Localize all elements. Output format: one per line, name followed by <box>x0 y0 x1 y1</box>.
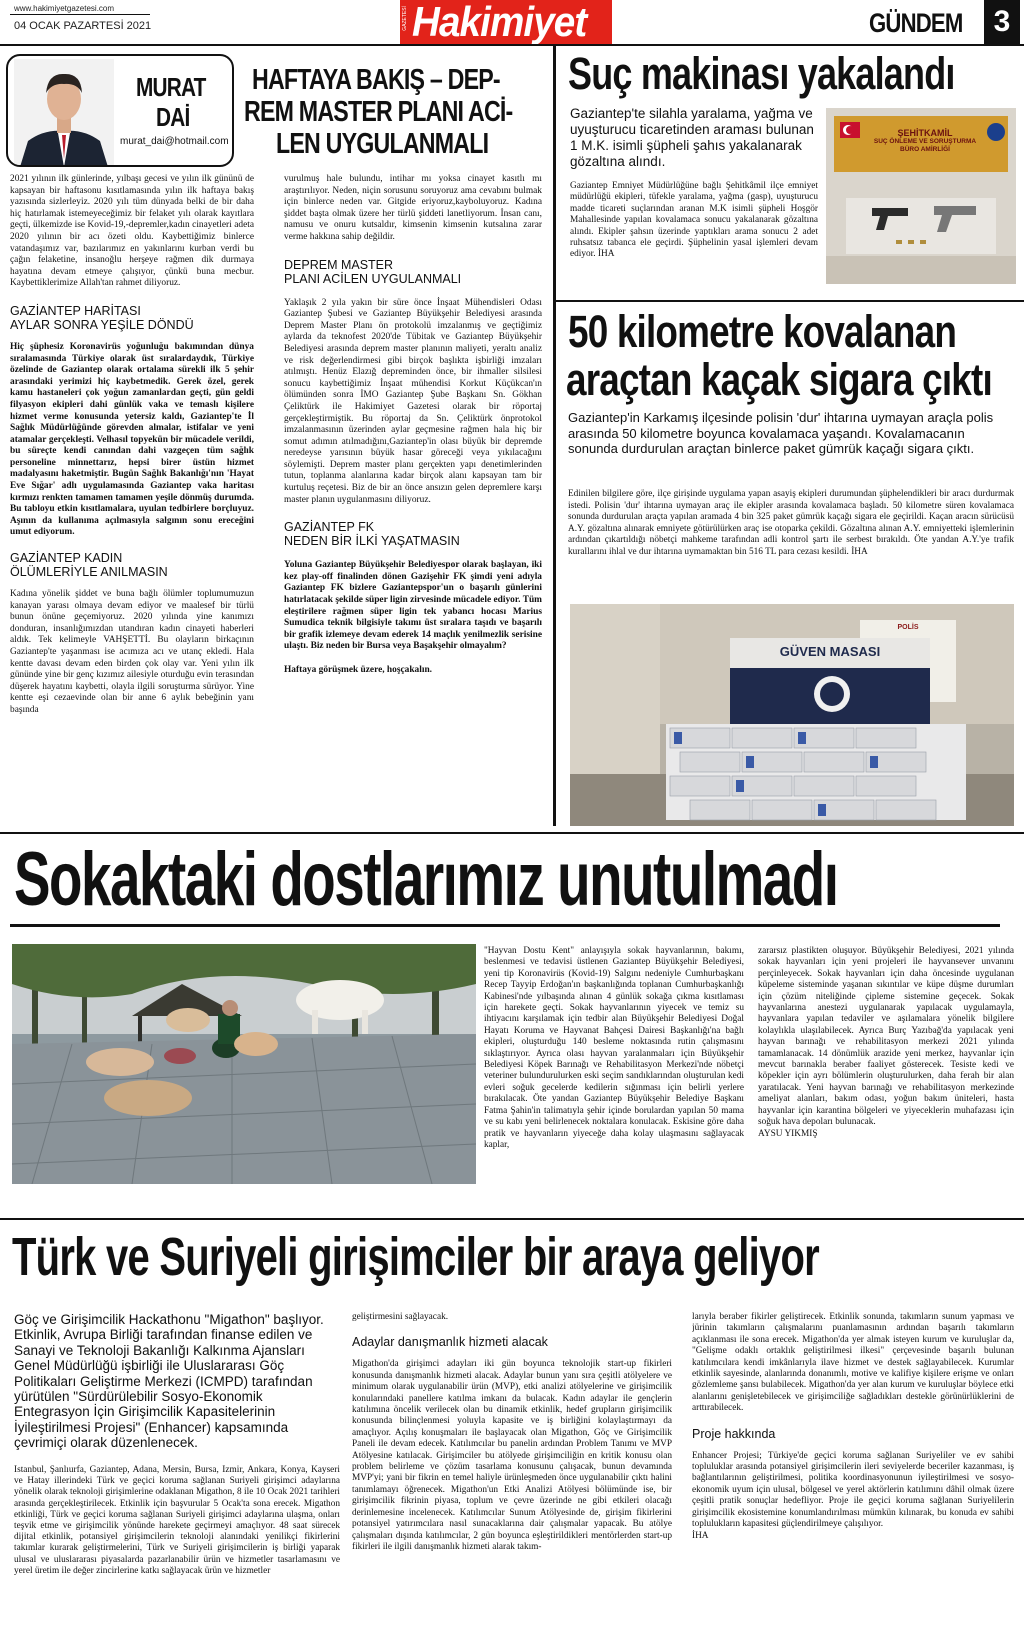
column-title-line-1: HAFTAYA BAKIŞ – DEP- <box>252 64 500 96</box>
sokak-col1: "Hayvan Dostu Kent" anlayışıyla sokak hayvanlarının, bakımı, beslenmesi ve tedavisi üstlenen Gaziantep Büyükşehir Belediyesi, yeni tip Koronavirüs (Kovid-19) Salgını nedeniyle Cumhurbaşkanı Recep Tayyip Erdoğan'ın başkanlığında toplanan Cumhurbaşkanlığı Kabinesi'nde yılbaşında alınan 4 günlük sokağa çıkma kısıtlaması için harekete geçti. Sokak hayvanlarının yiyecek ve temiz su ihtiyacını karşılamak için tedbir alan Büyükşehir Belediyesi Doğal Hayatı Koruma ve Hayvanat Bahçesi Dairesi Başkanlığı'na bağlı ekipleri, oluşturduğu 140 besleme noktasında rutin çalışmasını sıklaştırıyor. Ayrıca olası hayvan yaralanmaları için Büyükşehir Belediyesi Köpek Barınağı ve Rehabilitasyon Merkezi'nde nöbetçi veteriner bulundurulurken eski seçim sandıklarından oluşturulan kedi evleri soğuk gecelerde kedilerin sığınması için belirli yerlere bırakılacak. Öte yandan Gaziantep Büyükşehir Belediye Başkanı Fatma Şahin'in talimatıyla şehir içinde borulardan yapılan 50 mama ve su kabı yeni belirlenecek noktalara konulacak. Eskisine göre daha pratik ve hayvanların yiyeceğe daha kolay ulaşmasını sağlayacak kaplar, <box>484 946 744 1150</box>
column-haritasi-text: Hiç şüphesiz Koronavirüs yoğunluğu bakımından dünya sıralamasında Türkiye olarak üst sıralardaydık, Türkiye özelinde de Gaziantep olarak ortalama sürekli ilk 5 şehir arasındaki yerimizi hiç kaybetmedik. Gerek özel, gerek kamu hastaneleri çok yoğun zamanlardan geçti, gün geldi filyasyon ekipleri dahi günlük vaka ve temaslı kişilere hizmet verme konusunda yetersiz kaldı, Gaziantep'te İl Sağlık Müdürlüğünde görevden almalar, istifalar ve yeni atamalar gerçekleşti. Velhasıl topyekün bir mücadele verildi, bu süreçte kendi canından dahi vazgeçen tüm sağlık personeline minnettarız, hepsi birer üstün hizmet madalyasını haketmiştir. Bugün Sağlık Bakanlığı'nın 'Hayat Eve Sığar' adlı uygulamasında Gaziantep vaka haritası kırmızı renkten tamamen tamamen yeşile dönmüş durumda. Bu tabloyu etkin kısıtlamalara, uyulan tedbirlere borçluyuz. Aşının da kullanıma açılmasıyla salgının sonu ereceğini umut ediyorum. <box>10 341 254 538</box>
column-kadin-text: Kadına yönelik şiddet ve buna bağlı ölümler toplumumuzun kanayan yarası olmaya devam ediyor ve maalesef bir türlü bunun önüne geçemiyoruz. 2020 yılında yine kanımızı donduran, insanlığımızdan utandıran kadın cinayeti haberleri aldık. Tek kelimeyle VAHŞETTİ. Bu olayların birkaçının Gaziantep'te yaşanması ise acımıza acı ve utanç ekledi. Hala kentte davası devam eden birden çok olay var. Yeni yılın ilk gününde yine bir genç kızımız ailesiyle oturduğu evin terasından düşerek hayatını kaybetti, olayla ilgili soruşturma sürüyor. Yine kentte eşi cezaevinde olan bir anne 6 aylık bebeğinin yanı başında <box>10 589 254 715</box>
author-email[interactable]: murat_dai@hotmail.com <box>120 136 229 147</box>
girisim-col2 <box>352 1312 672 1623</box>
girisim-subhead-danismanlik: Adaylar danışmanlık hizmeti alacak <box>352 1335 548 1350</box>
girisim-col1: İstanbul, Şanlıurfa, Gaziantep, Adana, Mersin, Bursa, İzmir, Ankara, Konya, Kayseri ve Hatay illerindeki Türk ve geçici koruma sağlanan Suriyeli girişimci adaylarına yönelik olarak teknoloji girişimlerine odaklanan Migathon, 8 ile 10 Ocak 2021 tarihleri arasında gerçekleştirilecek. Etkinlik için başvurular 5 Ocak'ta sona erecek. Migathon etkinliği, Türk ve geçici koruma sağlanan Suriyeli girişimci adaylarına ulaşma, onları teşvik etme ve girişimcilik yönünde harekete geçirmeyi amaçlıyor. 48 saat sürecek dijital etkinlik, potansiyel girişimcilerin teknoloji alanındaki yenilikçi fikirlerini takımlar kurarak geliştirmelerini, Türk ve Suriyeli girişimcilerin iş birliği yaparak ulusal ve uluslararası piyasalarda pazarlanabilir ürün ve hizmetler tasarlamasını ve yerel üretim ile değer zincirlerine katkı sağlayacak ürün ve hizmetler <box>14 1465 340 1576</box>
girisim-headline: Türk ve Suriyeli girişimciler bir araya geliyor <box>12 1227 820 1287</box>
column-kadin-continued: vurulmuş hale bulundu, intihar mı yoksa cinayet kasıtlı mı araştırılıyor. Neden, niçin sorusunu soruyoruz ama cevabını bulmak için binlerce neden var. Gitgide eriyoruz,kayboluyoruz. Kadına şiddet başta olmak üzere her türlü şiddeti lanetliyorum. İnsan canı, namusu ve onuru kutsaldır, kimsenin kimsenin kutsalına zarar verme hakkına sahip değildir. <box>284 174 542 242</box>
website-url[interactable]: www.hakimiyetgazetesi.com <box>14 4 115 13</box>
girisim-credit: İHA <box>692 1530 709 1541</box>
column-intro: 2021 yılının ilk günlerinde, yılbaşı gecesi ve yılın ilk gününü de kapsayan bir haftasonu kısıtlamasında yılın ilk haftaya bakış yazısında sizlerleyiz. 2020 yılı tüm dünyada belki de bir daha hiç hatırlamak istemeyeceğimiz bir felaket yılı olarak kayıtlara geçti, ülkemizde ise Kovid-19,-depremler,kadın cinayetleri adeta 2020 yılının bir acı özeti oldu. Kaybettiğimiz binlerce vatandaşımız var, bazılarımız en yakınlarını kurban verdi bu çağın felaketine, insanoğlu herşeye rağmen dik durmaya hayatına devam etmeye çalışıyor, çünkü buna mecbur. Kaybettiklerimize Allah'tan rahmet diliyoruz. <box>10 174 254 289</box>
suc-lead: Gaziantep'te silahla yaralama, yağma ve uyuşturucu ticaretinden araması bulunan 1 M.K. isimli şüpheli şahıs yakalanarak gözaltına alındı. <box>570 106 814 169</box>
column-subhead-deprem: DEPREM MASTER PLANI ACİLEN UYGULANMALI <box>284 257 462 286</box>
column-signoff: Haftaya görüşmek üzere, hoşçakalın. <box>284 665 432 675</box>
sokak-headline: Sokaktaki dostlarımız unutulmadı <box>14 837 838 922</box>
girisim-proje-text: Enhancer Projesi; Türkiye'de geçici koruma sağlanan Suriyeliler ve ev sahibi topluluklar arasında potansiyel girişimcilerin ileri seviyelerde beceriler kazanması, iş bağlantılarının geliştirilmesi, politika koordinasyonunun iyileştirilmesi ve sosyo-ekonomik uyum için ulusal, bölgesel ve yerel aktörlerin katılımını dâhil olmak üzere çeşitli pratik sonuçlar hedefliyor. Proje ile geçici koruma sağlanan Suriyelilerin girişimcilik ekosistemine konumlandırılması mümkün kılınarak, bu konuda ev sahibi toplulukların kapasitesi güçlendirilmeye çalışılıyor. <box>692 1450 1014 1530</box>
author-last-name: DAİ <box>156 102 190 132</box>
girisim-lead: Göç ve Girişimcilik Hackathonu "Migathon" başlıyor. Etkinlik, Avrupa Birliği tarafından finanse edilen ve Sanayi ve Teknoloji Bakanlığı Kalkınma Ajansları Genel Müdürlüğü işbirliği ile Uluslararası Göç Politikaları Geliştirme Merkezi (ICMPD) tarafından yürütülen "Sürdürülebilir Sosyo-Ekonomik Entegrasyon İçin Girişimcilik Kapasitelerinin İyileştirilmesi Projesi" (Enhancer) kapsamında çevrimiçi olarak düzenlenecek. <box>14 1312 324 1451</box>
masthead-logo <box>400 0 612 44</box>
column-deprem-text: Yaklaşık 2 yıla yakın bir süre önce İnşaat Mühendisleri Odası Gaziantep Şubesi ve Gaziantep Büyükşehir Belediyesi arasında Deprem Master Planı ön protokolü imzalanmış ve geçtiğimiz aylarda da teknofest 2020'de Tübitak ve Gaziantep Büyükşehir Belediyesi arasında deprem master planının maliyeti, yeraltı analiz ve risk değerlendirmesi gibi birçok başlıkta işbirliği imzaları atılmıştı. Henüz Elazığ depreminden önce, bir ihmaller silsilesi sonucu kaybettiğimiz İnşaat mühendisi Korkut Küçükcan'ın ölümünden sonra İMO Gaziantep Şube Başkanı Sn. Gökhan Çeliktürk ile Hakimiyet Gazetesi olarak bir röportaj gerçekleştirmiştik. Bu röportaj da Sn. Çeliktürk önprotokol imzalanmasının üzerinden aylar geçmesine rağmen hala hiç bir somut adımın atılmadığını,Gaziantep'in olası büyük bir depremde neredeyse yarısının büyük hasar göreceği veya yıkılacağını söylemişti. Deprem master planı gerçekten yapı denetimlerinden tutun, toplanma alanlarına kadar birçok alanı kapsayan tam bir kurtuluş reçetesi. Biz de bir an önce ansızın gelen depremlere karşı master planın uygulanmasını diliyoruz. <box>284 297 542 505</box>
column-title-line-3: LEN UYGULANMALI <box>276 128 489 160</box>
logo-text: Hakimiyet <box>412 0 587 44</box>
sokak-byline: AYSU YIKMIŞ <box>758 1128 818 1139</box>
sokak-photo <box>12 944 476 1184</box>
suc-headline: Suç makinası yakalandı <box>568 48 955 99</box>
sigara-photo <box>570 604 1014 826</box>
column-gaziantepfk-text: Yoluna Gaziantep Büyükşehir Belediyespor olarak başlayan, iki kez play-off finalinden dönen Gazişehir FK şimdi yeni adıyla Gaziantep FK bizlere Gaziantepspor'un o başarılı günlerini hatırlatacak şekilde süper ligin zirvesinde mücadele ediyor. Tüm eleştirilere rağmen süper ligin tek yabancı hocası Marius Sumudica teknik bilgisiyle takımı üst sıralara taşıdı ve başarılı bir grafik izlemeye devam ederek 14 maçlık yenilmezlik serisine ulaştı. Biz neden bir Bursa veya Başakşehir olmayalım? <box>284 560 542 652</box>
page-number: 3 <box>993 5 1011 38</box>
sigara-lead: Gaziantep'in Karkamış ilçesinde polisin 'dur' ihtarına uymayan araçla polis arasında 50 kilometre boyunca kovalamaca yaşandı. Kovalamacanın sonunda durdurulan araçtan binlerce paket gümrük kaçağı sigara çıktı. <box>568 410 994 456</box>
column-title-line-2: REM MASTER PLANI ACİ- <box>244 96 513 128</box>
sokak-col2: zararsız plastikten oluşuyor. Büyükşehir Belediyesi, 2021 yılında sokak hayvanları için yeni projeleri ile hayvansever unvanını perçinleyecek. Sokak hayvanları için daha öncesinde uygulanan küpeleme sisteminde yaşanan sıkıntılar ve küpe düşme durumları için çözüm niteliğinde çipleme sistemine geçecek. Sokak hayvanlarına anestezi uygulanarak yapılacak uygulamayla, hayvanlara yapılan tedaviler ve aşılamalara yönelik bilgilere kolaylıkla ulaşılabilecek. Ayrıca Burç Yazıbağ'da yapılacak yeni hayvan barınağı ve rehabilitasyon merkezi 2021 yılında tamamlanacak. 14 dönümlük arazide yeni merkez, hayvanlar için mevcut barınakla beraber faaliyet gösterecek. Tesiste kedi ve köpekler için ayrı bölümlerin oluşturulurken, daha ferah bir alan yaratılacak. Yeni hayvan barınağı ve rehabilitasyon merkezinde ameliyat alanları, bakım odası, yoğun bakım üniteleri, hasta hayvanlar için karantina bölgeleri ve yiyeceklerin muhafazası için soğuk hava depoları bulunacak. AYSU YIKMIŞ <box>758 946 1014 1139</box>
sigara-poster-text: POLİS <box>897 624 919 631</box>
column-col2 <box>284 174 542 814</box>
logo-side-text: GAZETESİ <box>402 6 408 31</box>
author-first-name: MURAT <box>136 72 206 102</box>
sigara-desk-sign: GÜVEN MASASI <box>779 644 881 659</box>
girisim-col3-start: larıyla beraber fikirler geliştirecek. Etkinlik sonunda, takımların sunum yapması ve jürinin takımların çalışmalarını puanlamasının ardından başarılı takımların açıklanması ile sona erecek. Migathon'da yer almak isteyen kurum ve kuruluşlar da, "Gelişme odaklı ortaklık geliştirilmesi ilkesi" çerçevesinde başarılı bulunan katılımcılara kendi imkânlarıyla ilave hizmet ve destek sağlayabilecek. Kurumlar etkinlik sayesinde, alanlarında donanımlı, motive ve kalifiye kişilere erişme ve onları gözlemleme şansı bulabilecek. Migathon'da yer alan kurum ve kuruluşlar böylece etki alanlarını genişletebilecek ve girişimciliğe sağladıkları destekle görünürlüklerini de arttırabilecek. <box>692 1312 1014 1414</box>
author-photo <box>14 59 114 167</box>
author-box <box>6 54 234 167</box>
column-col1 <box>10 174 254 814</box>
girisim-col3 <box>692 1312 1014 1623</box>
suc-sign-text: ŞEHİTKAMİL SUÇ ÖNLEME VE SORUŞTURMA BÜRO AMİRLİĞİ <box>873 128 977 153</box>
girisim-danismanlik-text: Migathon'da girişimci adayları iki gün boyunca teknolojik start-up fikirleri konusunda danışmanlık hizmeti alacak. Adaylar bunun yanı sıra çeşitli atölyelere ve minimum olarak uygulanabilir ürün (MVP), etki analizi atölyelerine ve girişimcilik konularındaki panellere katılma imkanı da bulacak. Kadın adaylar ile gençlerin katılımına öncelik verilecek olan bu dinamik etkinlik, hedef grupların girişimcilik konusunda bilinçlenmesi yoluyla kapasite ve iş birliğini kolaylaştırmayı da amaçlıyor. Açılış konuşmaları ile başlayacak olan Migathon, Göç ve Girişimcilik Paneli ile devam edecek. Katılımcılar bu panelin ardından Problem Tanımı ve MVP Atölyesine katılacak. Girişimciler bu atölyede girişimciliğin en kritik konusu olan problem belirleme ve çözüm tasarlama konusunu çalışacak, bunun devamında MVP'yi; yani bir fikrin en temel haliyle ürünleşmeden önce uygulanabilir çıktı halini tanımlamayı öğrenecek. Migathon'un Etki Analizi Atölyesi bölümünde ise, bir girişimcilik fikrinin piyasa, toplum ve çevre üzerinde ne gibi etkileri olacağı derinlemesine incelenecek. Katılımcılar Sunum Atölyesinde de, girişim fikirlerini potansiyel yatırımcılara nasıl sunacaklarına dair çalışmalar yapacak. Bu atölye çalışmaları dışında katılımcılar, 2 gün boyunca eşleştirildikleri mentörlerden start-up fikirleri ile ilgili danışmanlık hizmeti alarak takım- <box>352 1359 672 1552</box>
girisim-subhead-proje: Proje hakkında <box>692 1426 776 1441</box>
section-name: GÜNDEM <box>869 8 963 38</box>
column-subhead-gaziantepfk: GAZİANTEP FK NEDEN BİR İLKİ YAŞATMASIN <box>284 520 460 549</box>
girisim-col2-start: geliştirmesini sağlayacak. <box>352 1312 449 1322</box>
sigara-body: Edinilen bilgilere göre, ilçe girişinde uygulama yapan asayiş ekipleri durumundan şüphelendikleri bir aracı durdurmak istedi. Polisin 'dur' ihtarına uymayan araç ile ekipler arasında kovalamaca başladı. 50 kilometre süren kovalamaca sonunda durdurulan araçta yapılan aramada 4 bin 325 paket gümrük kaçağı sigara ele geçirildi. Kaçan aracın sürücüsü A.Y. gözaltına alınarak emniyete götürülürken araç ise otoparka çekildi. Gözaltına alınan A.Y. emniyetteki işlemlerinin ardından çıkartıldığı nöbetçi mahkeme tarafından adli kontrol şartı ile serbest bırakıldı. Öte yandan A.Y.'ye trafik kurallarını ihlal ve dur ihtarına uymamaktan bin 516 TL para cezası kesildi. İHA <box>568 489 1014 557</box>
sigara-headline-line-2: araçtan kaçak sigara çıktı <box>566 354 992 405</box>
sigara-headline-line-1: 50 kilometre kovalanan <box>568 306 957 357</box>
suc-photo <box>826 108 1016 284</box>
issue-date: 04 OCAK PAZARTESİ 2021 <box>14 20 152 32</box>
suc-body: Gaziantep Emniyet Müdürlüğüne bağlı Şehitkâmil ilçe emniyet müdürlüğü ekipleri, tüfekle yaralama, yağma (gasp), uyuşturucu madde ticareti suçlarından aranan M.K isimli şüpheli Hoşgör Mahallesinde yapılan kovalamaca sonucu yakalanarak gözaltına alındı. Ekipler şahsın üzerinde yaptıkları arama sonucu 2 adet ruhsatsız tabanca ele geçirdi. Şüphelinin yasal işlemleri devam ediyor. İHA <box>570 181 818 260</box>
column-subhead-haritasi: GAZİANTEP HARİTASI AYLAR SONRA YEŞİLE DÖNDÜ <box>10 303 194 332</box>
page-number-box <box>984 0 1020 44</box>
column-subhead-kadin: GAZİANTEP KADIN ÖLÜMLERİYLE ANILMASIN <box>10 551 168 580</box>
